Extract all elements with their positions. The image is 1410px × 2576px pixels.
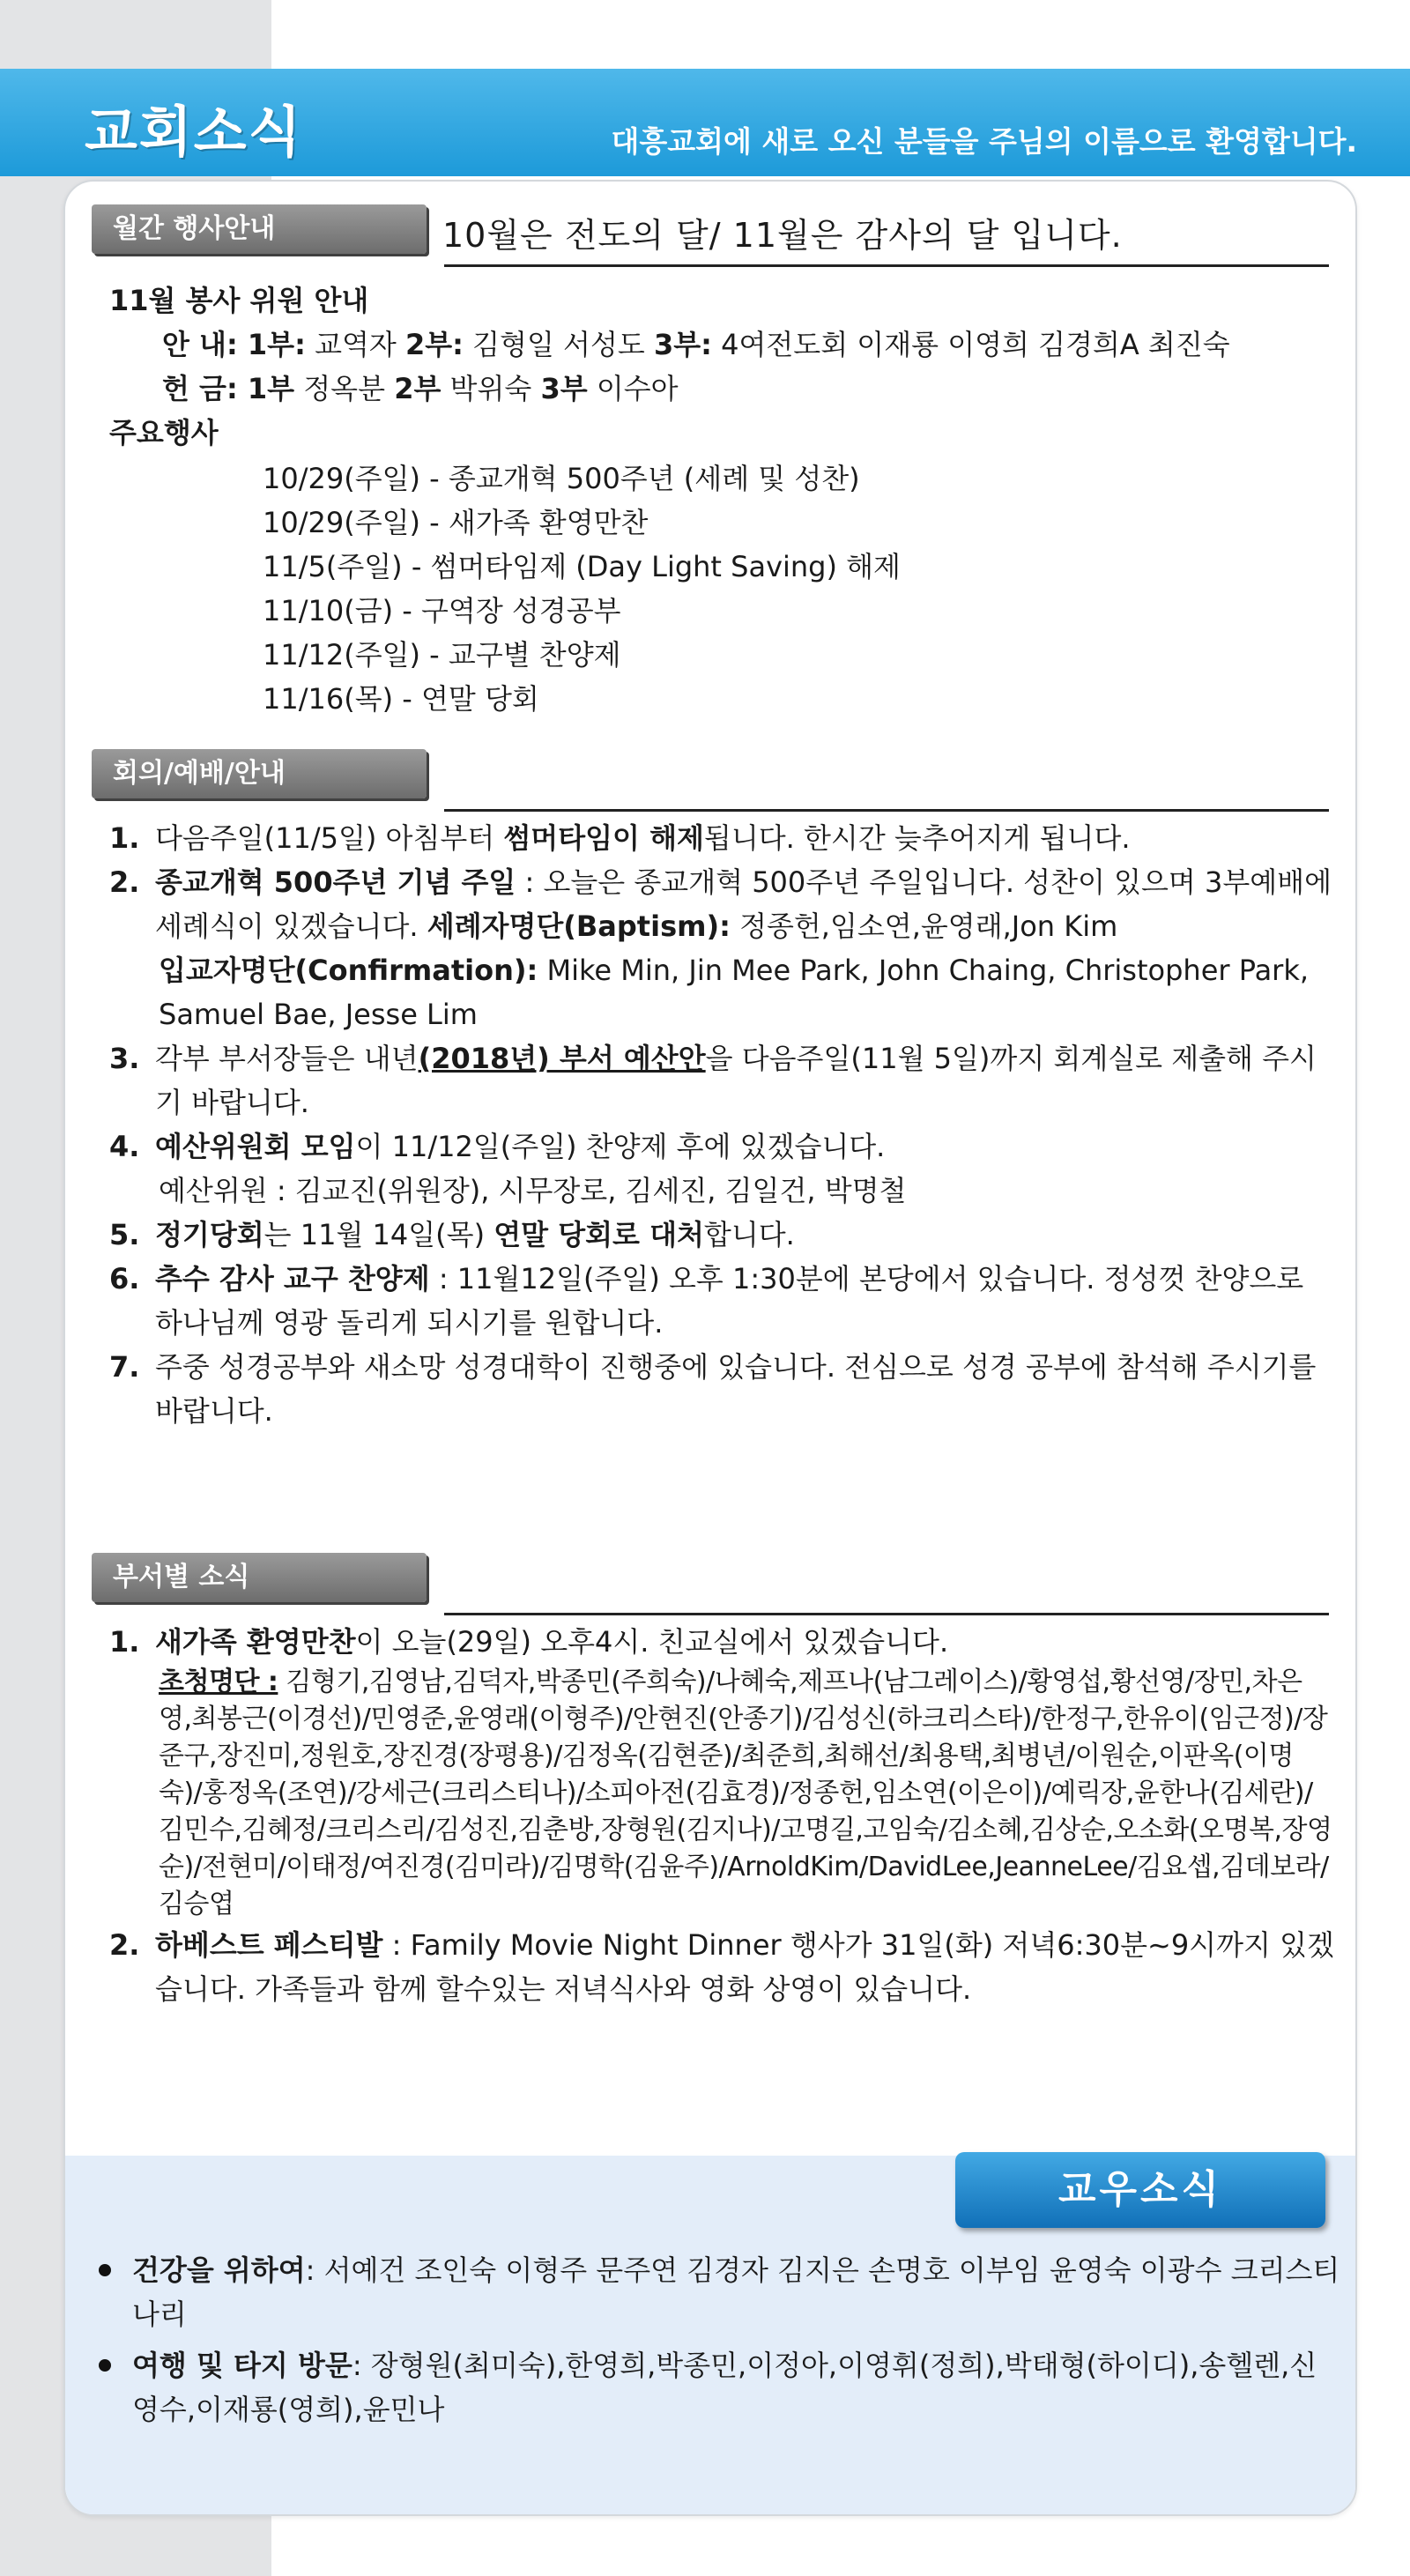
section-rule: [444, 1613, 1329, 1615]
offering-part2: 2부: [394, 372, 442, 405]
item-text: : Family Movie Night Dinner 행사가 31일(화) 저녁6:30분~9시까지 있겠습니다. 가족들과 함께 할수있는 저녁식사와 영화 상영이 있습니다.: [155, 1928, 1334, 2006]
event-item: 11/10(금) - 구역장 성경공부: [263, 594, 621, 627]
list-item: [109, 860, 1334, 1036]
travel-names: : 장형원(최미숙),한영희,박종민,이정아,이영휘(정희),박태형(하이디),송헬렌,신영수,이재룡(영희),윤민나: [132, 2349, 1317, 2426]
item-text: : 11월12일(주일) 오후 1:30분에 본당에서 있습니다. 정성껏 찬양으로 하나님께 영광 돌리게 되시기를 원합니다.: [155, 1262, 1304, 1340]
item-number: 2.: [109, 1928, 140, 1962]
item-emphasis: 정기당회: [155, 1218, 264, 1251]
item-emphasis: 썸머타임이 해제: [503, 821, 704, 855]
list-item: [90, 2343, 1341, 2431]
monthly-headline: 10월은 전도의 달/ 11월은 감사의 달 입니다.: [442, 216, 1123, 255]
guide-part3: 3부:: [653, 328, 712, 361]
member-news-list: [90, 2248, 1341, 2439]
list-item: [109, 1620, 1334, 1923]
member-news-badge: 교우소식: [955, 2152, 1325, 2228]
invite-list: 김형기,김영남,김덕자,박종민(주희숙)/나혜숙,제프나(남그레이스)/황영섭,황선영/장민,차은영,최봉근(이경선)/민영준,윤영래(이형주)/안현진(안종기)/김성신(하크리스타)/한정구,한유이(임근정)/장준구,장진미,정원호,장진경(장평용)/김정옥(김현준)/최준희,최해선/최용택,최병년/이원순,이판옥(이명숙)/홍정옥(조연)/강세근(크리스티나)/소피아전(김효경)/정종헌,임소연(이은이)/예릭장,윤한나(김세란)/김민수,김혜정/크리스리/김성진,김춘방,장형원(김지나)/고명길,고임숙/김소혜,김상순,오소화(오명복,장영순)/전현미/이태정/여진경(김미라)/김명학(김윤주)/ArnoldKim/DavidLee,JeanneLee/김요셉,김데보라/김승엽: [159, 1667, 1332, 1919]
list-item: [109, 1036, 1334, 1125]
travel-label: 여행 및 타지 방문: [132, 2349, 352, 2382]
item-number: 6.: [109, 1262, 140, 1295]
bullet-icon: [99, 2264, 111, 2276]
section-rule: [444, 264, 1329, 267]
event-item: 10/29(주일) - 새가족 환영만찬: [263, 506, 649, 539]
item-number: 5.: [109, 1218, 140, 1251]
confirmation-label: 입교자명단(Confirmation):: [159, 954, 538, 987]
item-text: 주중 성경공부와 새소망 성경대학이 진행중에 있습니다. 전심으로 성경 공부에 참석해 주시기를 바랍니다.: [155, 1350, 1317, 1428]
section-rule: [444, 809, 1329, 812]
budget-committee-members: 예산위원 : 김교진(위원장), 시무장로, 김세진, 김일건, 박명철: [159, 1174, 907, 1207]
event-item: 11/16(목) - 연말 당회: [263, 682, 539, 716]
welcome-message: 대흥교회에 새로 오신 분들을 주님의 이름으로 환영합니다.: [611, 124, 1357, 159]
item-text: : 오늘은 종교개혁 500주년 주일입니다. 성찬이 있으며 3부예배에 세례식이 있겠습니다.: [155, 865, 1332, 943]
item-text: 합니다.: [703, 1218, 795, 1251]
item-number: 4.: [109, 1130, 140, 1163]
baptism-names: 정종헌,임소연,윤영래,Jon Kim: [730, 909, 1118, 943]
guide-part1: 1부:: [247, 328, 306, 361]
guide-part2: 2부:: [404, 328, 464, 361]
item-emphasis: 추수 감사 교구 찬양제: [155, 1262, 430, 1295]
item-text: 됩니다. 한시간 늦추어지게 됩니다.: [703, 821, 1131, 855]
guide-value3: 4여전도회 이재룡 이영희 김경희A 최진숙: [711, 328, 1230, 361]
list-item: [109, 816, 1334, 860]
item-emphasis: (2018년) 부서 예산안: [418, 1042, 706, 1075]
item-number: 7.: [109, 1350, 140, 1384]
section-pill-monthly: 월간 행사안내: [92, 204, 427, 254]
events-title: 주요행사: [109, 416, 219, 449]
event-item: 10/29(주일) - 종교개혁 500주년 (세례 및 성찬): [263, 462, 860, 495]
item-number: 1.: [109, 1625, 140, 1659]
list-item: [109, 1257, 1334, 1345]
offering-part3: 3부: [540, 372, 588, 405]
offering-value1: 정옥분: [294, 372, 395, 405]
offering-value2: 박위숙: [441, 372, 541, 405]
item-number: 2.: [109, 865, 140, 899]
offering-part1: 1부: [247, 372, 295, 405]
event-item: 11/12(주일) - 교구별 찬양제: [263, 638, 621, 672]
item-number: 3.: [109, 1042, 140, 1075]
item-emphasis: 새가족 환영만찬: [155, 1625, 356, 1659]
guide-row: [162, 326, 1230, 363]
list-item: [109, 1345, 1334, 1433]
confirmation-names: Mike Min, Jin Mee Park, John Chaing, Christopher Park, Samuel Bae, Jesse Lim: [159, 954, 1310, 1031]
page-title: 교회소식: [85, 100, 303, 164]
meeting-list: [109, 816, 1334, 1433]
item-text: 을 다음주일(11월 5일)까지 회계실로 제출해 주시기 바랍니다.: [155, 1042, 1317, 1119]
list-item: [109, 1923, 1334, 2011]
list-item: [90, 2248, 1341, 2336]
list-item: [109, 1213, 1334, 1257]
guide-label: 안 내:: [162, 328, 248, 361]
item-emphasis: 예산위원회 모임: [155, 1130, 356, 1163]
bullet-icon: [99, 2359, 111, 2372]
service-title: 11월 봉사 위원 안내: [109, 284, 369, 317]
guide-value2: 김형일 서성도: [463, 328, 654, 361]
health-label: 건강을 위하여: [132, 2253, 306, 2287]
health-names: : 서예건 조인숙 이형주 문주연 김경자 김지은 손명호 이부임 윤영숙 이광수 크리스티나리: [132, 2253, 1340, 2331]
item-text: 다음주일(11/5일) 아침부터: [155, 821, 504, 855]
item-text: 이 오늘(29일) 오후4시. 친교실에서 있겠습니다.: [355, 1625, 949, 1659]
item-emphasis: 연말 당회로 대처: [494, 1218, 704, 1251]
item-emphasis: 종교개혁 500주년 기념 주일: [155, 865, 516, 899]
offering-row: [162, 370, 679, 407]
dept-list: [109, 1620, 1334, 2011]
offering-value3: 이수아: [587, 372, 679, 405]
bulletin-card: [63, 180, 1357, 2516]
section-pill-meeting: 회의/예배/안내: [92, 749, 427, 798]
event-item: 11/5(주일) - 썸머타임제 (Day Light Saving) 해제: [263, 550, 901, 583]
item-text: 이 11/12일(주일) 찬양제 후에 있겠습니다.: [355, 1130, 886, 1163]
baptism-label: 세례자명단(Baptism):: [427, 909, 731, 943]
item-emphasis: 하베스트 페스티발: [155, 1928, 383, 1962]
item-text: 는 11월 14일(목): [263, 1218, 494, 1251]
section-pill-dept: 부서별 소식: [92, 1553, 427, 1602]
item-text: 각부 부서장들은 내년: [155, 1042, 419, 1075]
invite-label: 초청명단 :: [159, 1667, 278, 1697]
item-number: 1.: [109, 821, 140, 855]
guide-value1: 교역자: [305, 328, 405, 361]
offering-label: 헌 금:: [162, 372, 248, 405]
list-item: [109, 1125, 1334, 1213]
